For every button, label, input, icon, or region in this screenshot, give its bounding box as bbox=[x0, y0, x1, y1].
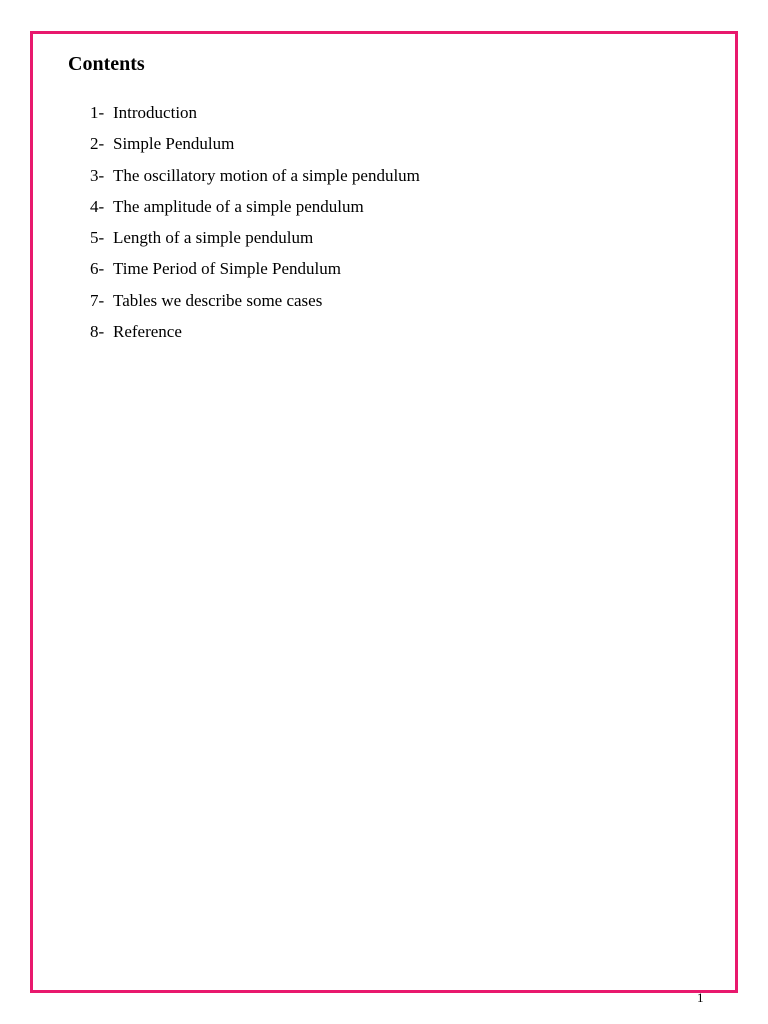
toc-item bbox=[90, 257, 420, 288]
page-number: 1 bbox=[697, 990, 704, 1005]
toc-item-number: 5- bbox=[90, 228, 105, 248]
toc-item-text: Reference bbox=[113, 322, 182, 342]
toc-item-number: 1- bbox=[90, 103, 105, 122]
toc-item-number: 8- bbox=[90, 322, 105, 342]
toc-item-text: Tables we describe some cases bbox=[113, 290, 323, 310]
toc-item bbox=[90, 289, 420, 320]
contents-heading: Contents bbox=[68, 53, 145, 75]
toc-item-number: 2- bbox=[90, 134, 105, 154]
toc-item-text: Introduction bbox=[113, 103, 198, 122]
toc-item bbox=[90, 132, 420, 163]
toc-item-number: 7- bbox=[90, 290, 105, 310]
toc-item-text: Simple Pendulum bbox=[113, 134, 235, 154]
toc-item bbox=[90, 320, 420, 351]
toc-item bbox=[90, 101, 420, 132]
toc-item bbox=[90, 195, 420, 226]
toc-item-text: Time Period of Simple Pendulum bbox=[113, 259, 341, 279]
toc-item-text: Length of a simple pendulum bbox=[113, 228, 314, 248]
table-of-contents bbox=[90, 101, 420, 351]
toc-item-number: 4- bbox=[90, 196, 105, 216]
toc-item-number: 6- bbox=[90, 259, 105, 279]
toc-item bbox=[90, 164, 420, 195]
toc-item-text: The oscillatory motion of a simple pendulum bbox=[113, 165, 420, 185]
toc-item bbox=[90, 226, 420, 257]
toc-item-number: 3- bbox=[90, 165, 105, 185]
toc-item-text: The amplitude of a simple pendulum bbox=[113, 196, 364, 216]
